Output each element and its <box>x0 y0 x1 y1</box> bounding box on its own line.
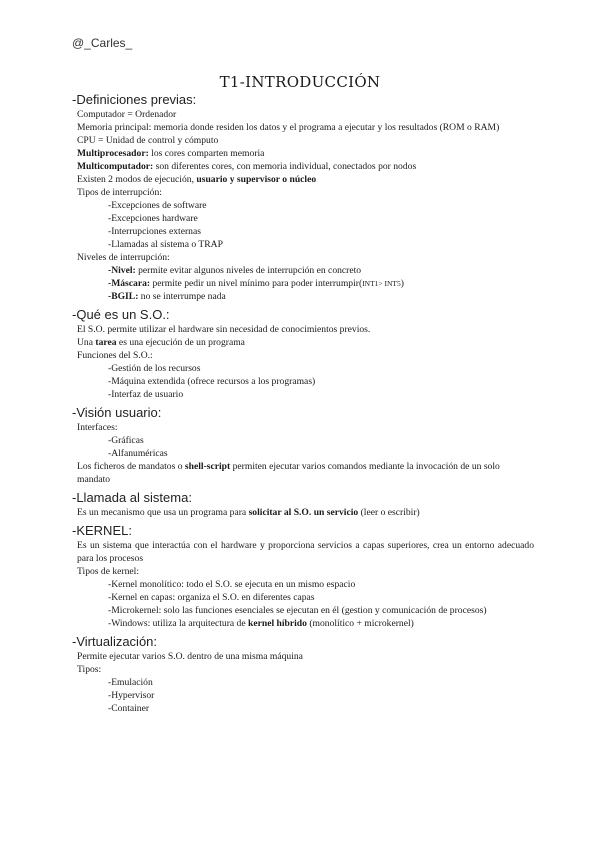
text-line <box>72 460 534 486</box>
list-item: -Microkernel: solo las funciones esenciales se ejecutan en él (gestion y comunicación de procesos) <box>108 605 487 616</box>
text-line: Permite ejecutar varios S.O. dentro de una misma máquina <box>77 651 303 662</box>
text-fragment: -Windows: utiliza la arquitectura de <box>108 618 249 629</box>
list-item: -Máquina extendida (ofrece recursos a los programas) <box>108 376 316 387</box>
list-item: -Excepciones hardware <box>108 213 198 224</box>
text-fragment: permiten ejecutar varios comandos mediante la invocación de un solo mandato <box>77 461 500 485</box>
list-item: -Interfaz de usuario <box>108 389 184 400</box>
term-bold: -Nivel: <box>108 265 136 276</box>
text-fragment: Es un mecanismo que usa un programa para <box>77 507 249 518</box>
term-bold: shell-script <box>184 461 231 472</box>
text-fragment: Existen 2 modos de ejecución, <box>77 174 197 185</box>
list-item <box>72 277 534 290</box>
list-item: -Interrupciones externas <box>108 226 201 237</box>
text-fragment: (leer o escribir) <box>358 507 420 518</box>
list-item <box>72 264 534 277</box>
list-item: -Llamadas al sistema o TRAP <box>108 239 223 250</box>
text-line <box>72 173 534 186</box>
list-item: -Container <box>108 703 150 714</box>
text-line: Tipos de kernel: <box>77 566 140 577</box>
term-bold: kernel híbrido <box>248 618 307 629</box>
term-def: los cores comparten memoria <box>148 148 265 159</box>
term-bold: -Máscara: <box>108 278 151 289</box>
author-handle: @_Carles_ <box>72 36 133 50</box>
text-fragment: ) <box>400 278 404 289</box>
section-heading-llamada-sistema: -Llamada al sistema: <box>72 490 192 505</box>
list-item: -Kernel en capas: organiza el S.O. en diferentes capas <box>108 592 315 603</box>
text-line: Niveles de interrupción: <box>77 252 170 263</box>
text-line: Es un sistema que interactúa con el hardware y proporciona servicios a capas superiores, crea un entorno adecuado para los procesos <box>77 540 534 564</box>
term-def: son diferentes cores, con memoria individual, conectados por nodos <box>153 161 417 172</box>
term-bold: Multiprocesador: <box>77 148 149 159</box>
term-bold: solicitar al S.O. un servicio <box>248 507 359 518</box>
text-line: Computador = Ordenador <box>77 109 177 120</box>
list-item: -Kernel monolítico: todo el S.O. se ejecuta en un mismo espacio <box>108 579 356 590</box>
text-line <box>72 160 534 173</box>
text-fragment: es una ejecución de un programa <box>116 337 245 348</box>
text-fragment: (monolítico + microkernel) <box>306 618 414 629</box>
text-line <box>72 336 534 349</box>
list-item <box>72 617 534 630</box>
list-item: -Alfanuméricas <box>108 448 168 459</box>
text-line: Memoria principal: memoria donde residen los datos y el programa a ejecutar y los resultados (ROM o RAM) <box>77 122 500 133</box>
section-heading-que-es-so: -Qué es un S.O.: <box>72 307 170 322</box>
text-line: Tipos: <box>77 664 102 675</box>
list-item: -Emulación <box>108 677 153 688</box>
term-bold: usuario y supervisor o núcleo <box>196 174 317 185</box>
term-bold: -BGIL: <box>108 291 139 302</box>
small-text: INT1> INT5 <box>362 279 401 288</box>
notes-body <box>72 92 534 715</box>
text-fragment: Una <box>77 337 96 348</box>
term-def: no se interrumpe nada <box>138 291 226 302</box>
section-heading-definiciones: -Definiciones previas: <box>72 92 197 107</box>
list-item <box>72 290 534 303</box>
page-title: T1-INTRODUCCIÓN <box>219 73 381 91</box>
text-line <box>72 506 534 519</box>
list-item: -Hypervisor <box>108 690 155 701</box>
term-bold: tarea <box>95 337 117 348</box>
text-line: Interfaces: <box>77 422 118 433</box>
section-heading-kernel: -KERNEL: <box>72 523 132 538</box>
term-bold: Multicomputador: <box>77 161 154 172</box>
text-line <box>72 147 534 160</box>
list-item: -Gestión de los recursos <box>108 363 201 374</box>
section-heading-virtualizacion: -Virtualización: <box>72 634 158 649</box>
section-heading-vision-usuario: -Visión usuario: <box>72 405 162 420</box>
text-line: CPU = Unidad de control y cómputo <box>77 135 219 146</box>
text-line: Funciones del S.O.: <box>77 350 153 361</box>
text-line: El S.O. permite utilizar el hardware sin necesidad de conocimientos previos. <box>77 324 371 335</box>
list-item: -Excepciones de software <box>108 200 207 211</box>
text-line: Tipos de interrupción: <box>77 187 162 198</box>
text-fragment: Los ficheros de mandatos o <box>77 461 185 472</box>
list-item: -Gráficas <box>108 435 144 446</box>
term-def: permite evitar algunos niveles de interrupción en concreto <box>135 265 362 276</box>
term-def: permite pedir un nivel mínimo para poder interrumpir( <box>150 278 363 289</box>
